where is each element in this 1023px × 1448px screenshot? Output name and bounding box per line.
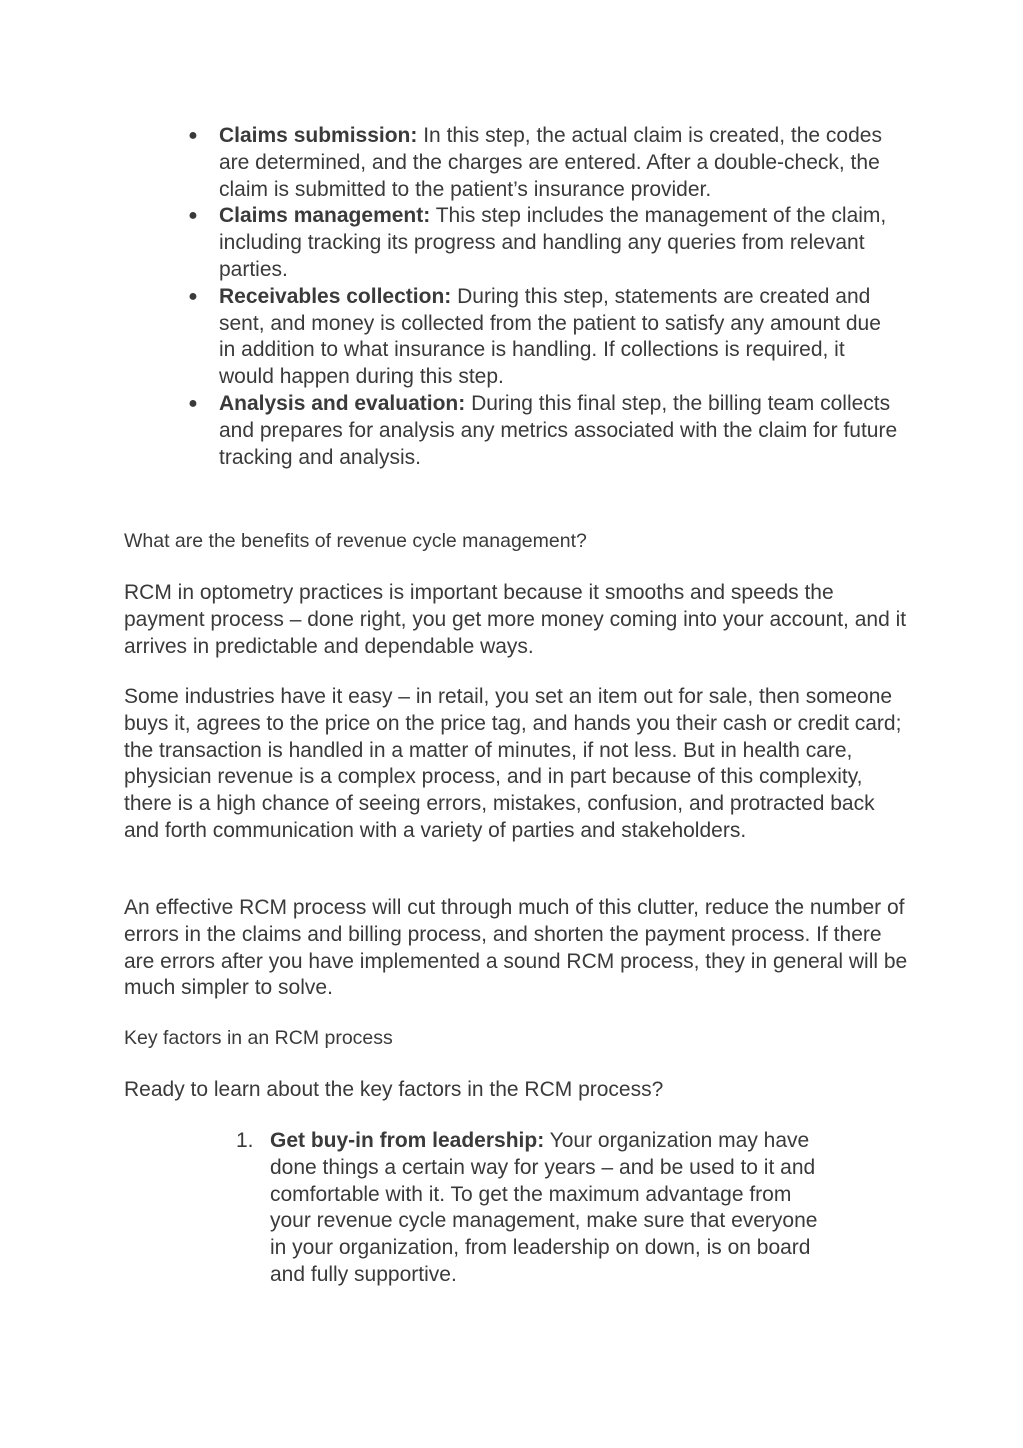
bullet-title: Claims submission: — [219, 124, 418, 147]
bullet-text: This step includes the management of the claim, including tracking its progress and handling any queries from relevant parties. — [219, 204, 887, 281]
paragraph-industries: Some industries have it easy – in retail, you set an item out for sale, then someone buys it, agrees to the price on the price tag, and hands you their cash or credit card; the transaction is handled in a matter of minutes, if not less. But in health care, physician revenue is a complex process, and in part because of this complexity, there is a high chance of seeing errors, mistakes, confusion, and protracted back and forth communication with a variety of parties and stakeholders. — [124, 685, 902, 842]
list-item — [236, 1128, 830, 1289]
bullet-icon: ● — [188, 127, 198, 144]
bullet-icon: ● — [188, 207, 198, 225]
bullet-icon: ● — [188, 287, 198, 305]
steps-bullet-list — [188, 123, 899, 471]
numbered-text: Your organization may have done things a certain way for years – and be used to it and comfortable with it. To get the maximum advantage from your revenue cycle management, make sure that everyone in your organization, from leadership on down, is on board and fully supportive. — [270, 1129, 818, 1286]
bullet-title: Receivables collection: — [219, 284, 452, 308]
bullet-title: Analysis and evaluation: — [219, 391, 466, 415]
bullet-text: During this final step, the billing team collects and prepares for analysis any metrics associated with the claim for future tracking and analysis. — [219, 391, 898, 469]
key-factors-heading: Key factors in an RCM process — [124, 1027, 393, 1049]
paragraph-effective-rcm: An effective RCM process will cut through much of this clutter, reduce the number of errors in the claims and billing process, and shorten the payment process. If there are errors after you have implemented a sound RCM process, they in general will be much simpler to solve. — [124, 896, 908, 1000]
bullet-text: In this step, the actual claim is created, the codes are determined, and the charges are entered. After a double-check, the claim is submitted to the patient’s insurance provider. — [219, 124, 882, 201]
list-item — [188, 284, 899, 391]
paragraph-rcm-importance: RCM in optometry practices is important because it smooths and speeds the payment process – done right, you get more money coming into your account, and it arrives in predictable and dependable ways. — [124, 581, 907, 658]
key-factors-numbered-list — [236, 1128, 830, 1289]
benefits-heading: What are the benefits of revenue cycle management? — [124, 530, 587, 552]
paragraph-ready-to-learn: Ready to learn about the key factors in the RCM process? — [124, 1078, 664, 1101]
list-number: 1. — [236, 1129, 254, 1152]
numbered-title: Get buy-in from leadership: — [270, 1129, 545, 1152]
list-item — [188, 391, 899, 471]
bullet-icon: ● — [188, 394, 198, 412]
bullet-title: Claims management: — [219, 204, 431, 228]
list-item — [188, 123, 899, 203]
bullet-text: During this step, statements are created and sent, and money is collected from the patient to satisfy any amount due in addition to what insurance is handling. If collections is required, it would happen during this step. — [219, 284, 881, 389]
list-item — [188, 203, 899, 283]
